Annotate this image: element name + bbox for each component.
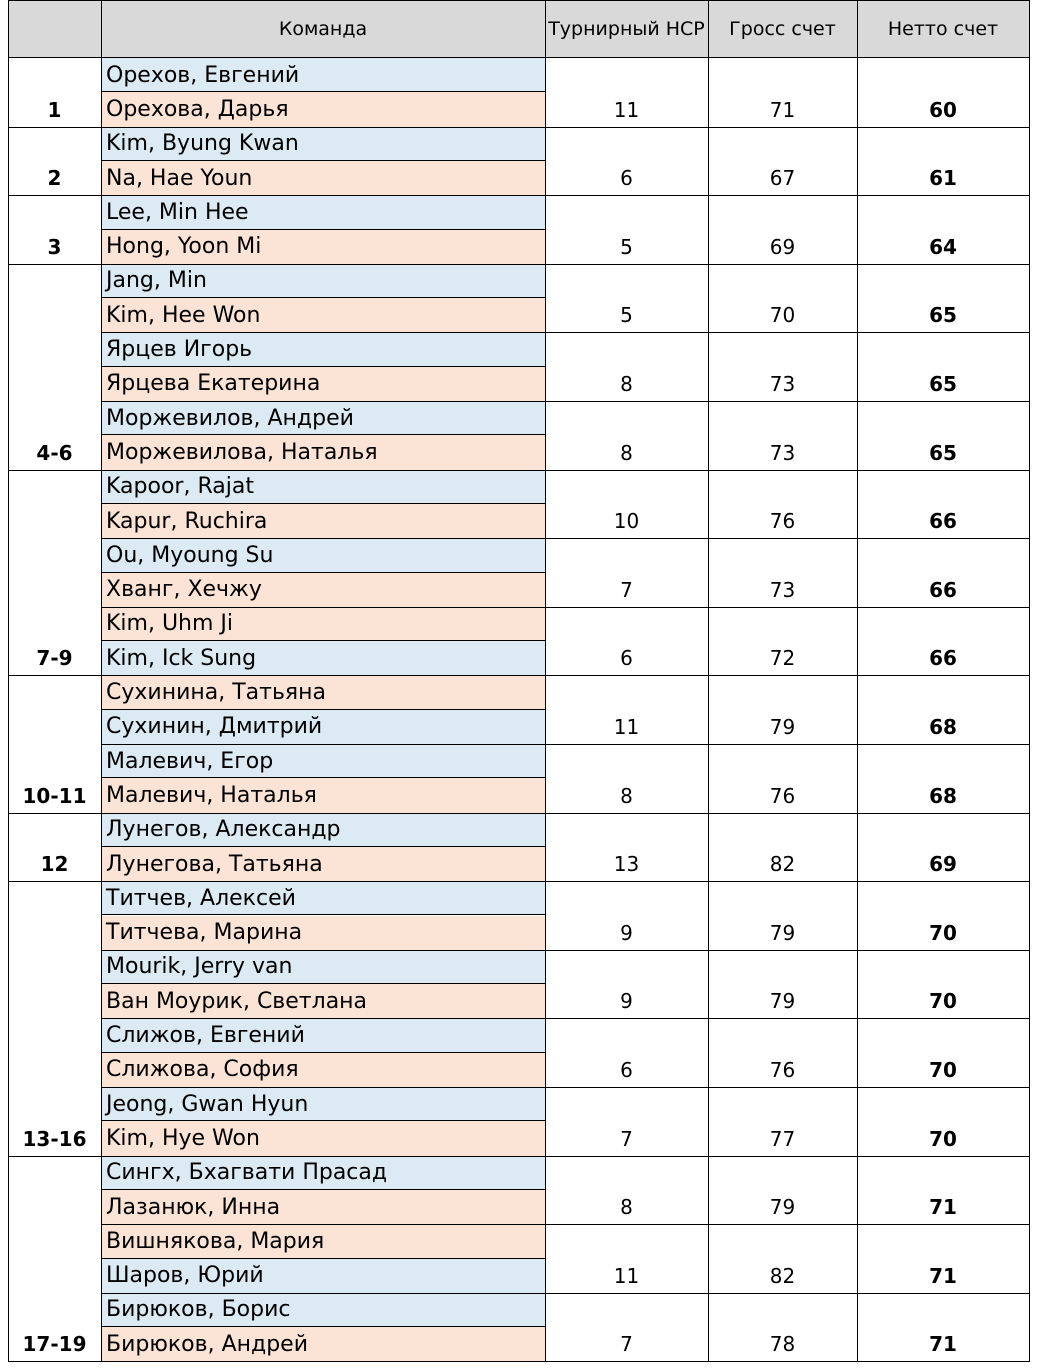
row-divider [8,1156,1030,1157]
player-name: Lee, Min Hee [101,195,545,229]
hcp-value: 7 [620,1126,633,1151]
row-divider [8,470,1030,471]
row-divider [101,401,1030,402]
player-name: Сухинин, Дмитрий [101,710,545,744]
net-value: 66 [929,509,957,534]
name-divider [101,1120,545,1121]
net-value: 65 [929,440,957,465]
name-divider [101,709,545,710]
column-divider [545,0,546,1362]
column-divider [101,0,102,1362]
player-name: Хванг, Хечжу [101,573,545,607]
player-name: Орехов, Евгений [101,58,545,92]
player-name: Титчев, Алексей [101,881,545,915]
player-name: Kim, Hee Won [101,298,545,332]
player-name: Бирюков, Борис [101,1293,545,1327]
row-divider [8,675,1030,676]
name-divider [101,1052,545,1053]
gross-value: 71 [769,97,796,122]
player-name: Шаров, Юрий [101,1259,545,1293]
hcp-value: 5 [620,234,633,259]
name-divider [101,229,545,230]
name-divider [101,503,545,504]
name-divider [101,983,545,984]
gross-value: 79 [769,989,796,1014]
net-value: 71 [929,1332,957,1357]
net-value: 66 [929,646,957,671]
player-name: Hong, Yoon Mi [101,230,545,264]
header-net: Нетто счет [857,0,1029,57]
player-name: Лазанюк, Инна [101,1190,545,1224]
name-divider [101,572,545,573]
net-value: 60 [929,97,957,122]
player-name: Орехова, Дарья [101,92,545,126]
gross-value: 73 [769,440,796,465]
column-divider [8,0,9,1362]
row-divider [101,1018,1030,1019]
row-divider [101,332,1030,333]
row-divider [101,1087,1030,1088]
player-name: Ван Моурик, Светлана [101,984,545,1018]
gross-value: 72 [769,646,796,671]
hcp-value: 9 [620,920,633,945]
place-value: 3 [47,234,62,259]
gross-value: 78 [769,1332,796,1357]
net-value: 68 [929,714,957,739]
row-divider [8,881,1030,882]
hcp-value: 8 [620,371,633,396]
gross-value: 76 [769,509,796,534]
header-gross: Гросс счет [708,0,857,57]
table-top-border [8,0,1030,1]
row-divider [101,1293,1030,1294]
place-value: 10-11 [22,783,87,808]
player-name: Вишнякова, Мария [101,1224,545,1258]
header-place [8,0,101,57]
net-value: 65 [929,371,957,396]
player-name: Ou, Myoung Su [101,538,545,572]
net-value: 65 [929,303,957,328]
gross-value: 77 [769,1126,796,1151]
net-value: 68 [929,783,957,808]
gross-value: 76 [769,1057,796,1082]
name-divider [101,640,545,641]
player-name: Kim, Ick Sung [101,641,545,675]
net-value: 70 [929,1057,957,1082]
player-name: Лунегов, Александр [101,813,545,847]
player-name: Малевич, Егор [101,744,545,778]
gross-value: 73 [769,371,796,396]
hcp-value: 7 [620,1332,633,1357]
gross-value: 70 [769,303,796,328]
row-divider [8,264,1030,265]
row-divider [101,1224,1030,1225]
player-name: Kim, Uhm Ji [101,607,545,641]
player-name: Титчева, Марина [101,916,545,950]
gross-value: 67 [769,166,796,191]
net-value: 70 [929,920,957,945]
net-value: 64 [929,234,957,259]
net-value: 70 [929,989,957,1014]
player-name: Сингх, Бхагвати Прасад [101,1156,545,1190]
player-name: Бирюков, Андрей [101,1327,545,1361]
header-hcp: Турнирный HCP [545,0,708,57]
player-name: Слижов, Евгений [101,1018,545,1052]
net-value: 66 [929,577,957,602]
hcp-value: 10 [613,509,640,534]
player-name: Лунегова, Татьяна [101,847,545,881]
hcp-value: 6 [620,166,633,191]
player-name: Na, Hae Youn [101,161,545,195]
row-divider [8,127,1030,128]
column-divider [708,0,709,1362]
player-name: Kapoor, Rajat [101,470,545,504]
hcp-value: 6 [620,1057,633,1082]
hcp-value: 11 [613,97,640,122]
row-divider [101,607,1030,608]
place-value: 13-16 [22,1126,87,1151]
player-name: Kim, Byung Kwan [101,127,545,161]
name-divider [101,91,545,92]
column-divider [1029,0,1030,1362]
place-value: 7-9 [36,646,73,671]
row-divider [8,813,1030,814]
header-bottom-border [8,57,1030,58]
place-value: 4-6 [36,440,73,465]
place-value: 2 [47,166,62,191]
place-value: 1 [47,97,62,122]
name-divider [101,846,545,847]
name-divider [101,914,545,915]
gross-value: 79 [769,920,796,945]
name-divider [101,1326,545,1327]
net-value: 61 [929,166,957,191]
gross-value: 69 [769,234,796,259]
name-divider [101,1189,545,1190]
place-value: 12 [40,852,69,877]
name-divider [101,777,545,778]
hcp-value: 11 [613,1263,640,1288]
header-team: Команда [101,0,545,57]
player-name: Kim, Hye Won [101,1121,545,1155]
hcp-value: 6 [620,646,633,671]
player-name: Mourik, Jerry van [101,950,545,984]
gross-value: 82 [769,852,796,877]
net-value: 71 [929,1263,957,1288]
name-divider [101,297,545,298]
player-name: Ярцев Игорь [101,332,545,366]
row-divider [8,1361,1030,1362]
hcp-value: 13 [613,852,640,877]
hcp-value: 8 [620,783,633,808]
name-divider [101,434,545,435]
net-value: 70 [929,1126,957,1151]
player-name: Jeong, Gwan Hyun [101,1087,545,1121]
gross-value: 73 [769,577,796,602]
column-divider [857,0,858,1362]
row-divider [101,744,1030,745]
net-value: 71 [929,1195,957,1220]
player-name: Слижова, София [101,1053,545,1087]
hcp-value: 8 [620,1195,633,1220]
hcp-value: 5 [620,303,633,328]
net-value: 69 [929,852,957,877]
row-divider [101,950,1030,951]
gross-value: 79 [769,714,796,739]
player-name: Малевич, Наталья [101,778,545,812]
player-name: Kapur, Ruchira [101,504,545,538]
gross-value: 79 [769,1195,796,1220]
player-name: Сухинина, Татьяна [101,675,545,709]
row-divider [8,195,1030,196]
player-name: Ярцева Екатерина [101,367,545,401]
place-value: 17-19 [22,1332,87,1357]
name-divider [101,366,545,367]
player-name: Моржевилова, Наталья [101,435,545,469]
hcp-value: 9 [620,989,633,1014]
hcp-value: 8 [620,440,633,465]
row-divider [101,538,1030,539]
gross-value: 82 [769,1263,796,1288]
name-divider [101,1258,545,1259]
player-name: Моржевилов, Андрей [101,401,545,435]
name-divider [101,160,545,161]
hcp-value: 7 [620,577,633,602]
player-name: Jang, Min [101,264,545,298]
gross-value: 76 [769,783,796,808]
hcp-value: 11 [613,714,640,739]
